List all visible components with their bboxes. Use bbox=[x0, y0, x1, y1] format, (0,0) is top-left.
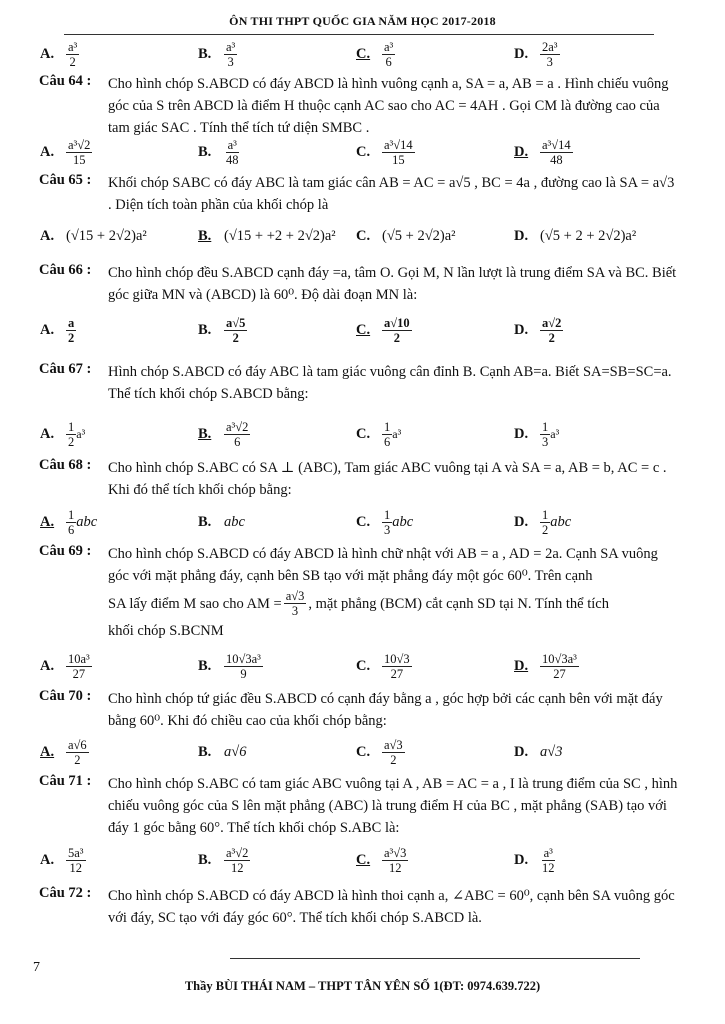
option-b: B. $\frac{\text{a³√2}}{12}$ bbox=[198, 845, 249, 875]
option-d: D. $\frac{\text{2a³}}{3}$ bbox=[514, 39, 558, 69]
question-number: Câu 69 : bbox=[39, 543, 92, 559]
option-b: B. (√15 + +2 + 2√2)a² bbox=[198, 227, 336, 244]
option-d: D. $\frac{\text{10√3a³}}{27}$ bbox=[514, 651, 577, 681]
option-c: C. $\frac{\text{a³√14}}{15}$ bbox=[356, 137, 413, 167]
option-c: C. (√5 + 2√2)a² bbox=[356, 227, 456, 244]
answer-row-67 bbox=[40, 414, 660, 454]
question-text: Khối chóp SABC có đáy ABC là tam giác cân AB = AC = a√5 , BC = 4a , đường cao là SA = a√3 . Diện tích toàn phần của khối chóp là bbox=[108, 175, 675, 213]
option-a: A. $\frac{1}{2}$ a³ bbox=[40, 419, 86, 449]
question-number: Câu 71 : bbox=[39, 773, 92, 789]
option-a: A. $\frac{a}{2}$ bbox=[40, 315, 75, 345]
option-c: C. $\frac{1}{3}$ abc bbox=[356, 507, 414, 537]
question-text: Cho hình chóp đều S.ABCD cạnh đáy =a, tâm O. Gọi M, N lần lượt là trung điểm SA và BC. Biết góc giữa MN và (ABCD) là 60⁰. Độ dài đoạn MN là: bbox=[108, 265, 677, 303]
footer-rule bbox=[230, 958, 640, 959]
answer-row-top bbox=[40, 34, 660, 74]
option-a: A. $\frac{\text{a³√2}}{15}$ bbox=[40, 137, 91, 167]
page-footer: Thầy BÙI THÁI NAM – THPT TÂN YÊN SỐ 1(ĐT: 0974.639.722) bbox=[184, 979, 541, 993]
question-number: Câu 72 : bbox=[39, 885, 92, 901]
option-c: C. $\frac{10√3}{27}$ bbox=[356, 651, 410, 681]
option-a: A. $\frac{\text{10a³}}{27}$ bbox=[40, 651, 90, 681]
page-header: ÔN THI THPT QUỐC GIA NĂM HỌC 2017-2018 bbox=[229, 14, 496, 28]
question-text: Cho hình chóp tứ giác đều S.ABCD có cạnh đáy bằng a , góc hợp bởi các cạnh bên với mặt đáy bằng 60⁰. Khi đó chiều cao của khối chóp bằng: bbox=[108, 691, 663, 729]
answer-row-66 bbox=[40, 310, 660, 350]
option-c: C. $\frac{1}{6}$ a³ bbox=[356, 419, 402, 449]
question-text: Cho hình chóp S.ABCD có đáy ABCD là hình chữ nhật với AB = a , AD = 2a. Cạnh SA vuông góc với mặt phẳng đáy, cạnh bên SB tạo với mặt phẳng đáy một góc 60⁰. Trên cạnh bbox=[108, 546, 658, 584]
question-text: Cho hình chóp S.ABCD có đáy ABCD là hình thoi cạnh a, ∠ABC = 60⁰, cạnh bên SA vuông góc với đáy, SC tạo với đáy góc 60°. Thể tích khối chóp S.ABCD là. bbox=[108, 888, 675, 926]
option-d: D. $\frac{1}{2}$ abc bbox=[514, 507, 572, 537]
option-d: D. a√3 bbox=[514, 743, 563, 760]
option-b: B. $\frac{\text{a³}}{48}$ bbox=[198, 137, 239, 167]
option-d: D. (√5 + 2 + 2√2)a² bbox=[514, 227, 637, 244]
question-number: Câu 64 : bbox=[39, 73, 92, 89]
question-text: Cho hình chóp S.ABCD có đáy ABCD là hình vuông cạnh a, SA = a, AB = a . Hình chiếu vuông góc của S trên ABCD là điểm H thuộc cạnh AC sao cho AC = 4AH . Gọi CM là đường cao của tam giác SAC . Tính thể tích tứ diện SMBC . bbox=[108, 76, 669, 136]
option-a: A. (√15 + 2√2)a² bbox=[40, 227, 147, 244]
question-text: Cho hình chóp S.ABC có tam giác ABC vuông tại A , AB = AC = a , I là trung điểm của SC , hình chiếu vuông góc của S lên mặt phẳng (ABC) là trung điểm H của BC , mặt phẳng (SAB) tạo với đáy 1 góc bằng 60°. Thể tích khối chóp S.ABC là: bbox=[108, 776, 678, 836]
option-d: D. $\frac{1}{3}$ a³ bbox=[514, 419, 560, 449]
answer-row-65 bbox=[40, 216, 660, 256]
question-number: Câu 66 : bbox=[39, 262, 92, 278]
answer-row-69 bbox=[40, 646, 660, 686]
option-b: B. abc bbox=[198, 513, 245, 530]
option-c: C. $\frac{\text{a³}}{6}$ bbox=[356, 39, 394, 69]
option-b: B. $\frac{\text{a³}}{3}$ bbox=[198, 39, 236, 69]
option-a: A. $\frac{a√6}{2}$ bbox=[40, 737, 87, 767]
question-number: Câu 70 : bbox=[39, 688, 92, 704]
answer-row-70 bbox=[40, 732, 660, 772]
option-a: A. $\frac{1}{6}$ abc bbox=[40, 507, 98, 537]
question-text: Cho hình chóp S.ABC có SA ⊥ (ABC), Tam giác ABC vuông tại A và SA = a, AB = b, AC = c . Khi đó thể tích khối chóp bằng: bbox=[108, 460, 667, 498]
document-page: ÔN THI THPT QUỐC GIA NĂM HỌC 2017-2018 A. $\frac{\text{a³}}{2}$ B. $\frac{\text{a³}}{3}$ C. $\frac{\text{a³}}{6}$ D. $\frac{\text{2a³}}{3}$ Câu 64 : Cho hình chóp S.ABCD có đáy ABCD là hình vuông cạnh a, SA = a, AB = a . Hình chiếu vuông góc của S trên ABCD là điểm H thuộc cạnh AC sao cho AC = 4AH . Gọi CM là đường cao của tam giác SAC . Tính thể tích tứ diện SMBC . A. $\frac{\text{a³√2}}{15}$ B. $\frac{\text{a³}}{48}$ C. $\frac{\text{a³√14}}{15}$ D. $\frac{\text{a³√14}}{48}$ Câu 65 : Khối chóp SABC có đáy ABC là tam giác cân AB = AC = a√5 , BC = 4a , đường cao là SA = a√3 . Diện tích toàn phần của khối chóp là A. (√15 + 2√2)a² B. (√15 + +2 + 2√2)a² C. (√5 + 2√2)a² D. (√5 + 2 + 2√2)a² Câu 66 : Cho hình chóp đều S.ABCD cạnh đáy =a, tâm O. Gọi M, N lần lượt là trung điểm SA và BC. Biết góc giữa MN và (ABCD) là 60⁰. Độ dài đoạn MN là: A. $\frac{a}{2}$ B. $\frac{a√5}{2}$ C. $\frac{a√10}{2}$ D. $\frac{a√2}{2}$ Câu 67 : Hình chóp S.ABCD có đáy ABC là tam giác vuông cân đỉnh B. Cạnh AB=a. Biết SA=SB=SC=a. Thể tích khối chóp S.ABCD bằng: A. $\frac{1}{2}$ a³ B. $\frac{\text{a³√2}}{6}$ C. $\frac{1}{6}$ a³ D. $\frac{1}{3}$ a³ Câu 68 : Cho hình chóp S.ABC có SA ⊥ (ABC), Tam giác ABC vuông tại A và SA = a, AB = b, AC = c . Khi đó thể tích khối chóp bằng: A. $\frac{1}{6}$ abc B. abc C. $\frac{1}{3}$ abc D. $\frac{1}{2}$ abc Câu 69 : Cho hình chóp S.ABCD có đáy ABCD là hình chữ nhật với AB = a , AD = 2a. Cạnh SA vuông góc với mặt phẳng đáy, cạnh bên SB tạo với mặt phẳng đáy một góc 60⁰. Trên cạnh SA lấy điểm M sao cho AM = $\frac{a√3}{3}$ , mặt phẳng (BCM) cắt cạnh SD tại N. Tính thể tích khối chóp S.BCNM A. $\frac{\text{10a³}}{27}$ B. $\frac{\text{10√3a³}}{9}$ C. $\frac{10√3}{27}$ D. $\frac{\text{10√3a³}}{27}$ Câu 70 : Cho hình chóp tứ giác đều S.ABCD có cạnh đáy bằng a , góc hợp bởi các cạnh bên với mặt đáy bằng 60⁰. Khi đó chiều cao của khối chóp bằng: A. $\frac{a√6}{2}$ B. a√6 C. $\frac{a√3}{2}$ D. a√3 Câu 71 : Cho hình chóp S.ABC có tam giác ABC vuông tại A , AB = AC = a , I là trung điểm của SC , hình chiếu vuông góc của S lên mặt phẳng (ABC) là trung điểm H của BC , mặt phẳng (SAB) tạo với đáy 1 góc bằng 60°. Thể tích khối chóp S.ABC là: A. $\frac{\text{5a³}}{12}$ B. $\frac{\text{a³√2}}{12}$ C. $\frac{\text{a³√3}}{12}$ D. $\frac{\text{a³}}{12}$ Câu 72 : Cho hình chóp S.ABCD có đáy ABCD là hình thoi cạnh a, ∠ABC = 60⁰, cạnh bên SA vuông góc với đáy, SC tạo với đáy góc 60°. Thể tích khối chóp S.ABCD là. 7 Thầy BÙI THÁI NAM – THPT TÂN YÊN SỐ 1(ĐT: 0974.639.722) bbox=[0, 0, 725, 1024]
option-d: D. $\frac{\text{a³√14}}{48}$ bbox=[514, 137, 571, 167]
option-a: A. $\frac{\text{a³}}{2}$ bbox=[40, 39, 78, 69]
option-c: C. $\frac{a√10}{2}$ bbox=[356, 315, 410, 345]
answer-row-64 bbox=[40, 132, 660, 172]
option-b: B. a√6 bbox=[198, 743, 247, 760]
page-number: 7 bbox=[33, 960, 40, 975]
option-c: C. $\frac{\text{a³√3}}{12}$ bbox=[356, 845, 407, 875]
answer-row-68 bbox=[40, 502, 660, 542]
option-d: D. $\frac{\text{a³}}{12}$ bbox=[514, 845, 555, 875]
question-number: Câu 65 : bbox=[39, 172, 92, 188]
option-b: B. $\frac{a√5}{2}$ bbox=[198, 315, 246, 345]
question-number: Câu 67 : bbox=[39, 361, 92, 377]
question-text: Hình chóp S.ABCD có đáy ABC là tam giác vuông cân đỉnh B. Cạnh AB=a. Biết SA=SB=SC=a. Thể tích khối chóp S.ABCD bằng: bbox=[108, 364, 672, 402]
option-a: A. $\frac{\text{5a³}}{12}$ bbox=[40, 845, 84, 875]
answer-row-71 bbox=[40, 840, 660, 880]
option-c: C. $\frac{a√3}{2}$ bbox=[356, 737, 403, 767]
option-b: B. $\frac{\text{10√3a³}}{9}$ bbox=[198, 651, 261, 681]
question-number: Câu 68 : bbox=[39, 457, 92, 473]
option-b: B. $\frac{\text{a³√2}}{6}$ bbox=[198, 419, 249, 449]
option-d: D. $\frac{a√2}{2}$ bbox=[514, 315, 562, 345]
